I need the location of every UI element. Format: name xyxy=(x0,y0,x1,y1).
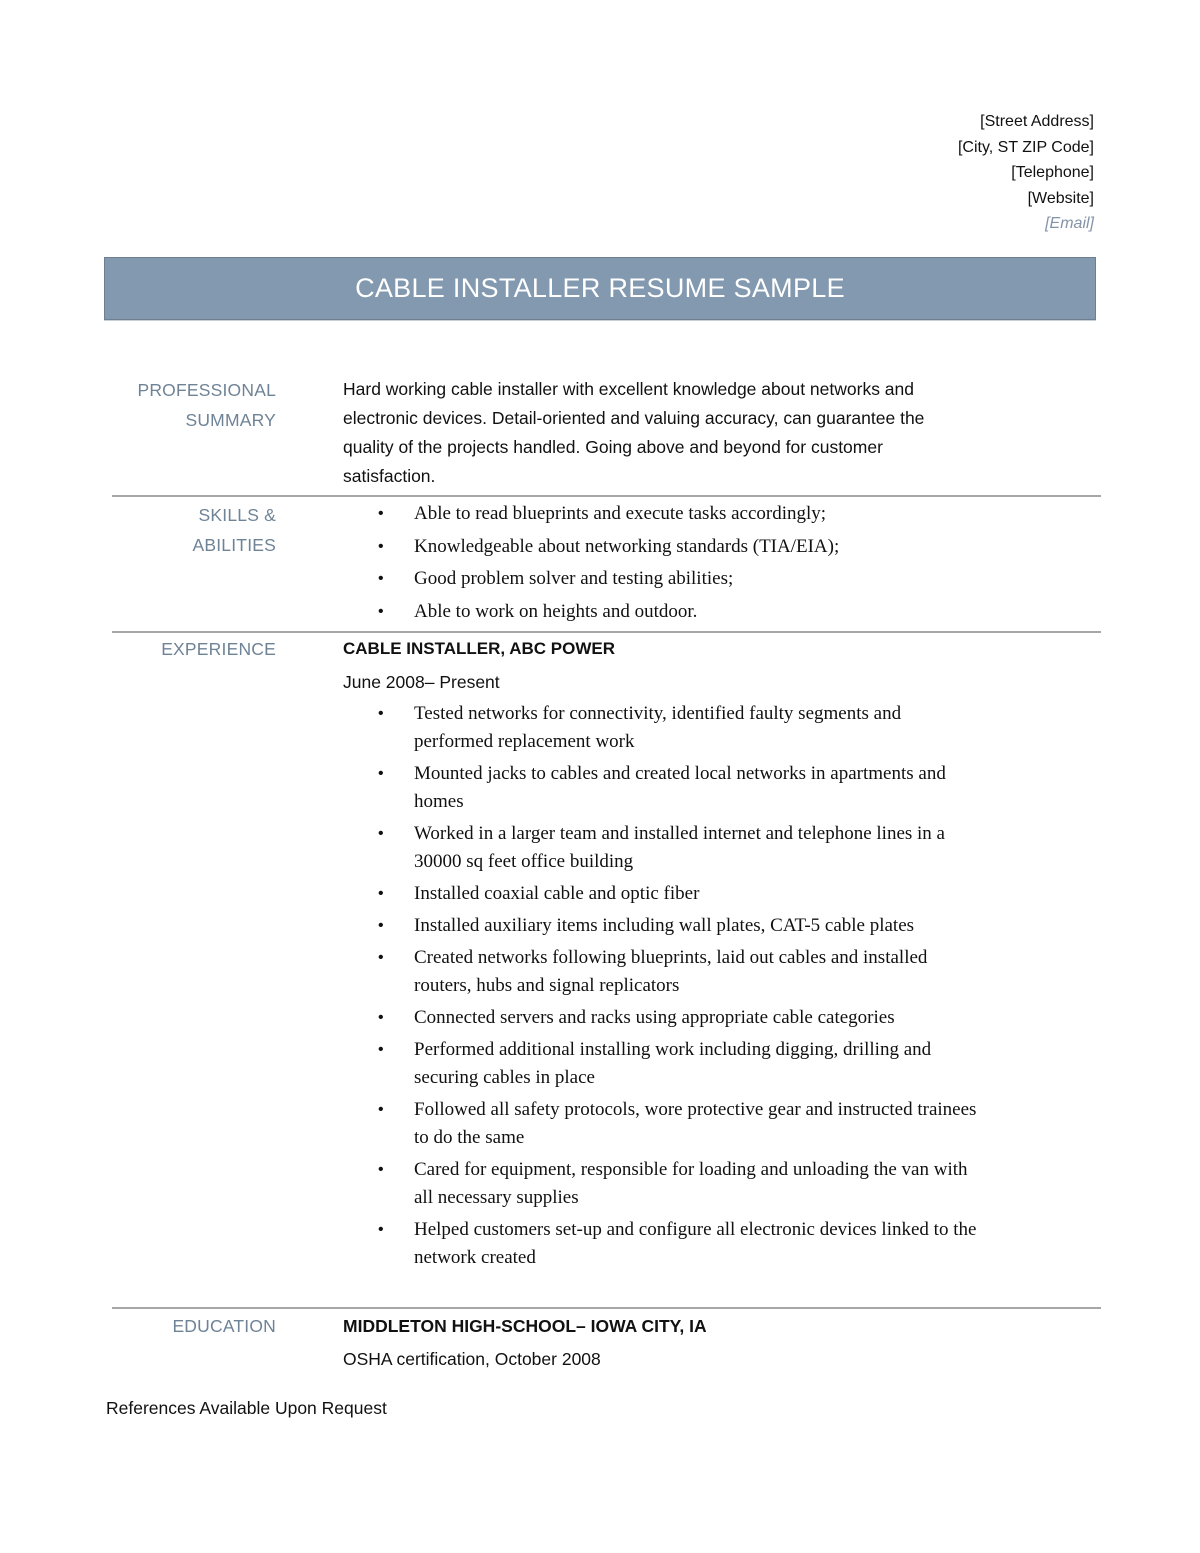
skills-list xyxy=(343,500,963,630)
bullet-icon: • xyxy=(378,885,384,902)
list-item xyxy=(343,1004,983,1032)
experience-text: Created networks following blueprints, laid out cables and installed routers, hubs and signal replicators xyxy=(414,947,928,996)
references-note: References Available Upon Request xyxy=(106,1398,387,1418)
experience-text: Worked in a larger team and installed internet and telephone lines in a 30000 sq feet office building xyxy=(414,823,945,872)
section-divider xyxy=(112,495,1101,497)
bullet-icon: • xyxy=(378,1009,384,1026)
list-item xyxy=(343,912,983,940)
list-item xyxy=(343,1036,983,1092)
section-label-skills: SKILLS & ABILITIES xyxy=(192,505,276,555)
list-item xyxy=(343,880,983,908)
list-item xyxy=(343,760,983,816)
resume-title: CABLE INSTALLER RESUME SAMPLE xyxy=(355,273,845,303)
experience-text: Performed additional installing work including digging, drilling and securing cables in place xyxy=(414,1039,932,1088)
bullet-icon: • xyxy=(378,1221,384,1238)
street-address: [Street Address] xyxy=(980,113,1094,130)
experience-text: Installed coaxial cable and optic fiber xyxy=(414,883,700,904)
list-item xyxy=(343,565,963,593)
job-dates: June 2008– Present xyxy=(343,672,500,692)
contact-block xyxy=(958,109,1094,237)
experience-list xyxy=(343,700,983,1272)
experience-text: Installed auxiliary items including wall plates, CAT-5 cable plates xyxy=(414,915,915,936)
list-item xyxy=(343,598,963,626)
section-label-summary xyxy=(112,375,276,435)
certification: OSHA certification, October 2008 xyxy=(343,1349,601,1369)
email[interactable]: [Email] xyxy=(1045,215,1094,232)
skill-text: Able to work on heights and outdoor. xyxy=(414,600,698,622)
bullet-icon: • xyxy=(378,1101,384,1118)
list-item xyxy=(343,1156,983,1212)
list-item xyxy=(343,944,983,1000)
summary-label-line1: PROFESSIONAL xyxy=(137,380,276,400)
experience-text: Tested networks for connectivity, identified faulty segments and performed replacement work xyxy=(414,703,902,752)
section-label-education: EDUCATION xyxy=(172,1316,276,1336)
list-item xyxy=(343,500,963,528)
telephone: [Telephone] xyxy=(1011,164,1094,181)
experience-text: Cared for equipment, responsible for loading and unloading the van with all necessary supplies xyxy=(414,1159,968,1208)
summary-label-line2: SUMMARY xyxy=(185,410,276,430)
title-bar xyxy=(104,257,1096,320)
bullet-icon: • xyxy=(378,1041,384,1058)
experience-text: Connected servers and racks using appropriate cable categories xyxy=(414,1007,895,1028)
city-state-zip: [City, ST ZIP Code] xyxy=(957,138,1094,156)
summary-text: Hard working cable installer with excellent knowledge about networks and electronic devices. Detail-oriented and valuing accuracy, can guarantee the quality of the projects handled. Going above and beyond for customer satisfaction. xyxy=(343,379,925,486)
experience-text: Followed all safety protocols, wore protective gear and instructed trainees to do the same xyxy=(414,1099,977,1148)
experience-text: Helped customers set-up and configure all electronic devices linked to the network created xyxy=(414,1219,977,1268)
bullet-icon: • xyxy=(378,825,384,842)
experience-body xyxy=(343,634,983,1276)
list-item xyxy=(343,700,983,756)
list-item xyxy=(343,820,983,876)
list-item xyxy=(343,1216,983,1272)
experience-text: Mounted jacks to cables and created local networks in apartments and homes xyxy=(414,763,946,812)
skill-text: Good problem solver and testing abilities; xyxy=(414,568,734,589)
section-divider xyxy=(112,631,1101,633)
school-name: MIDDLETON HIGH-SCHOOL– IOWA CITY, IA xyxy=(343,1316,707,1336)
job-title: CABLE INSTALLER, ABC POWER xyxy=(343,639,615,658)
bullet-icon: • xyxy=(378,949,384,966)
bullet-icon: • xyxy=(378,1161,384,1178)
bullet-icon: • xyxy=(378,602,384,620)
bullet-icon: • xyxy=(378,505,384,522)
skill-text: Able to read blueprints and execute tasks accordingly; xyxy=(414,503,827,524)
section-divider xyxy=(112,1307,1101,1309)
section-label-experience: EXPERIENCE xyxy=(161,639,276,659)
bullet-icon: • xyxy=(378,570,384,587)
bullet-icon: • xyxy=(378,537,384,555)
bullet-icon: • xyxy=(378,765,384,782)
list-item xyxy=(343,1096,983,1152)
bullet-icon: • xyxy=(378,705,384,722)
education-body xyxy=(343,1311,963,1374)
skill-text: Knowledgeable about networking standards (TIA/EIA); xyxy=(414,535,840,557)
website: [Website] xyxy=(1027,189,1094,207)
list-item xyxy=(343,533,963,561)
bullet-icon: • xyxy=(378,917,384,934)
